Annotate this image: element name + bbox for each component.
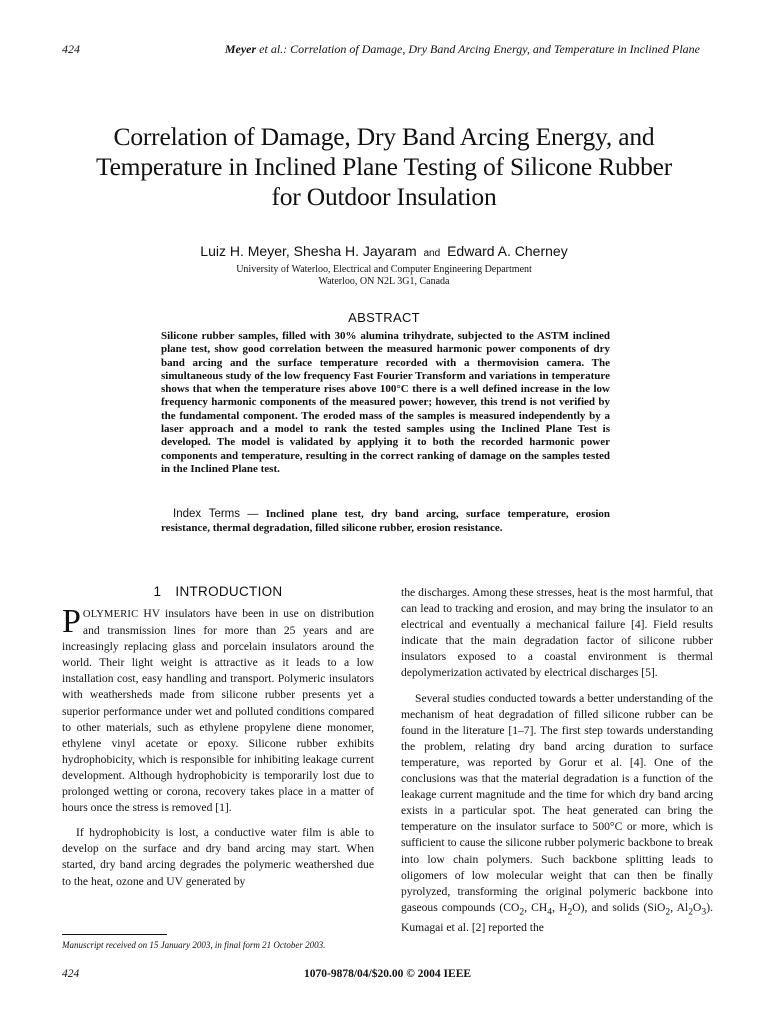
authors-conjunction: and bbox=[423, 248, 441, 259]
body-column-left bbox=[62, 603, 374, 890]
intro-paragraph-2: If hydrophobicity is lost, a conductive water film is able to develop on the surface and dry band arcing may start. When started, dry band arcing degrades the polymeric weathershed due to the heat, ozone and UV generated by bbox=[62, 826, 374, 888]
title-line-3: for Outdoor Insulation bbox=[271, 182, 497, 211]
intro-paragraph-1-text: HV insulators have been in use on distribution and transmission lines for more than 25 years and are increasingly replacing glass and porcelain insulators around the world. Their light weight is attractive as it leads to a low installation cost, easy handling and transport. Polymeric insulators with weathersheds made from silicone rubber presents yet a superior performance under wet and polluted conditions compared to other materials, such as ethylene propylene diene monomer, ethylene vinyl acetate or epoxy. Silicone rubber exhibits hydrophobicity, which is responsible for inhibiting leakage current development. Although hydrophobicity is temporarily lost due to prolonged wetting or corona, recovery takes place in a matter of hours once the stress is removed [1]. bbox=[62, 607, 374, 815]
right-paragraph-2: Several studies conducted towards a better understanding of the mechanism of heat degradation of filled silicone rubber can be found in the literature [1–7]. The first step towards understanding the problem, relating dry band arcing duration to surface temperature, was reported by Gorur et al. [4]. One of the conclusions was that the material degradation is a function of the leakage current magnitude and the time for which dry band arcing exists in a particular spot. The heat generated can bring the temperature on the insulator surface to 500°C or more, which is sufficient to cause the silicone rubber polymeric backbone to break into low chain polymers. Such backbone splitting leads to oligomers of low molecular weight that can then be finally pyrolyzed, transforming the original polymeric backbone into gaseous compounds ($CO_2$, $CH_4$, $H_2O$), and solids (SiO$_2$, $Al_2O_3$). Kumagai et al. [2] reported the bbox=[401, 691, 713, 935]
index-terms-text: Inclined plane test, dry band arcing, surface temperature, erosion resistance, thermal degradation, filled silicone rubber, erosion resistance. bbox=[161, 508, 611, 534]
index-terms-label: Index Terms bbox=[173, 508, 241, 520]
running-header-title: et al.: Correlation of Damage, Dry Band Arcing Energy, and Temperature in Inclined Plane bbox=[259, 42, 700, 56]
section-title: INTRODUCTION bbox=[175, 584, 283, 599]
footer-issn: 1070-9878/04/$20.00 © 2004 IEEE bbox=[304, 968, 472, 980]
affiliation-line-1: University of Waterloo, Electrical and Computer Engineering Department bbox=[236, 264, 532, 275]
paper-title bbox=[70, 122, 698, 212]
section-heading bbox=[62, 584, 374, 599]
authors-last: Edward A. Cherney bbox=[447, 243, 568, 259]
body-column-right bbox=[401, 585, 713, 936]
right-paragraph-1: the discharges. Among these stresses, heat is the most harmful, that can lead to tracking and erosion, and may bring the insulator to an electrical and eventually a mechanical failure [4]. Field results indicate that the main degradation factor of silicone rubber insulators exposed to a coastal environment is thermal depolymerization activated by electrical discharges [5]. bbox=[401, 586, 713, 680]
running-header bbox=[160, 42, 700, 57]
lead-small-caps: OLYMERIC bbox=[82, 609, 139, 620]
right-paragraph-2-text-c: ). Kumagai et al. [2] reported the bbox=[401, 900, 713, 935]
index-terms bbox=[161, 507, 610, 535]
title-line-2: Temperature in Inclined Plane Testing of Silicone Rubber bbox=[95, 152, 673, 181]
affiliation-line-2: Waterloo, ON N2L 3G1, Canada bbox=[318, 276, 450, 287]
abstract-text: Silicone rubber samples, filled with 30% alumina trihydrate, subjected to the ASTM inclined plane test, show good correlation between the measured harmonic power components of dry band arcing and the surface temperature recorded with a thermovision camera. The simultaneous study of the low frequency Fast Fourier Transform and variations in temperature shows that when the temperature rises above 100°C there is a well defined increase in the low frequency harmonic components of the measured power; however, this trend is not verified by the fundamental component. The eroded mass of the samples is measured independently by a laser approach and a model to rank the tested samples using the Inclined Plane Test is developed. The model is validated by applying it to both the recorded harmonic power components and temperature, resulting in the correct ranking of damage on the samples tested in the Inclined Plane test. bbox=[161, 330, 610, 475]
footnote: Manuscript received on 15 January 2003, in final form 21 October 2003. bbox=[62, 940, 326, 950]
right-paragraph-2-text-b: ), and solids (SiO bbox=[580, 900, 666, 914]
affiliation bbox=[100, 264, 668, 288]
authors bbox=[100, 243, 668, 259]
footnote-rule bbox=[62, 934, 167, 935]
abstract-heading: ABSTRACT bbox=[348, 310, 420, 325]
title-line-1: Correlation of Damage, Dry Band Arcing Energy, and bbox=[113, 122, 655, 151]
footer-page-number: 424 bbox=[62, 968, 80, 980]
right-paragraph-2-text-a: Several studies conducted towards a better understanding of the mechanism of heat degradation of filled silicone rubber can be found in the literature [1–7]. The first step towards understanding the problem, relating dry band arcing duration to surface temperature, was reported by Gorur et al. [4]. One of the conclusions was that the material degradation is a function of the leakage current magnitude and the time for which dry band arcing exists in a particular spot. The heat generated can bring the temperature on the insulator surface to 500°C or more, which is sufficient to cause the silicone rubber polymeric backbone to break into low chain polymers. Such backbone splitting leads to oligomers of low molecular weight that can then be finally pyrolyzed, transforming the original polymeric backbone into gaseous compounds (CO bbox=[401, 691, 713, 914]
section-number: 1 bbox=[153, 584, 162, 599]
running-header-authors: Meyer bbox=[224, 42, 257, 56]
header-page-number: 424 bbox=[62, 42, 80, 56]
authors-first: Luiz H. Meyer, Shesha H. Jayaram bbox=[200, 243, 417, 259]
intro-paragraph-1 bbox=[62, 603, 374, 816]
index-terms-dash: — bbox=[247, 508, 259, 520]
drop-cap: P bbox=[62, 603, 81, 640]
